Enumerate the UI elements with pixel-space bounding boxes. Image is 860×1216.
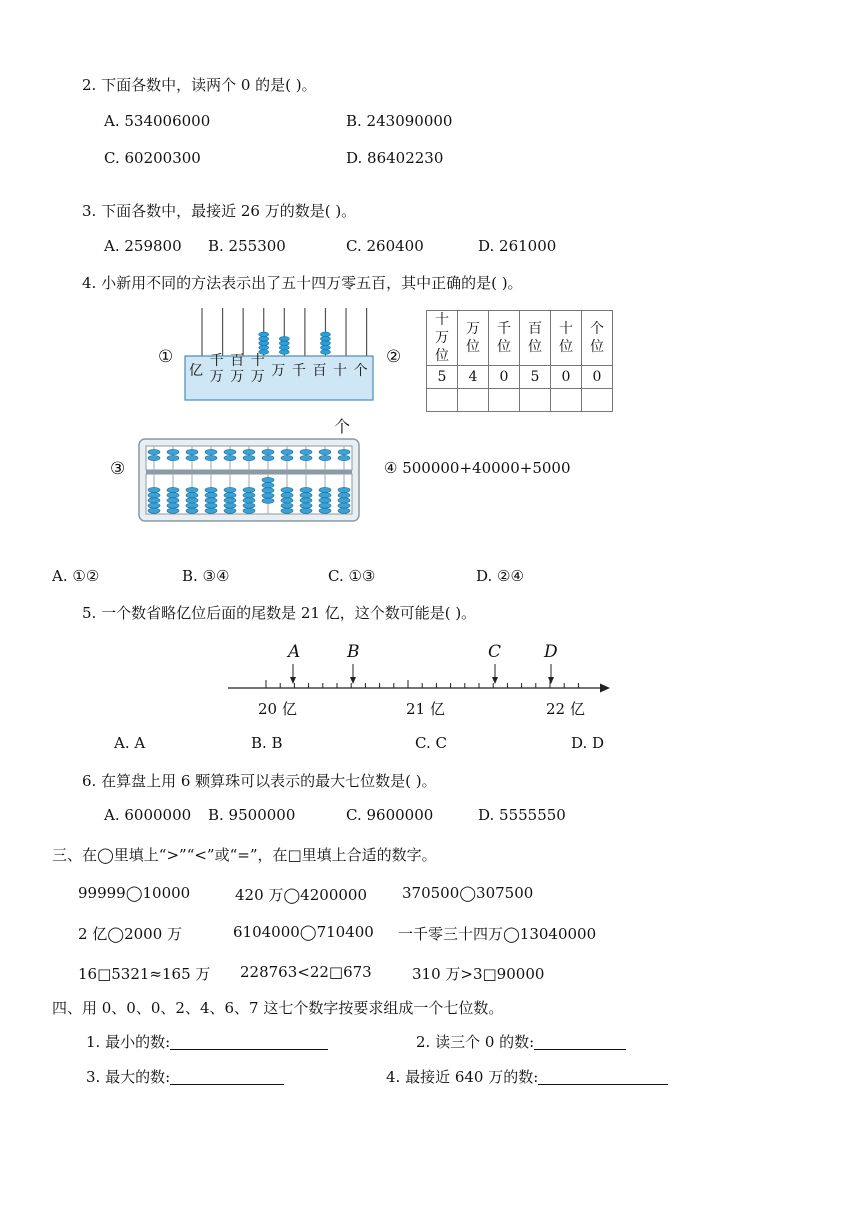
q4-option-b: B. ③④ xyxy=(182,567,230,585)
q2-option-b: B. 243090000 xyxy=(346,112,453,130)
suanpan-lower-bead xyxy=(281,508,293,513)
point-label-b: B xyxy=(347,642,360,662)
suanpan-lower-bead xyxy=(224,487,236,492)
frame-bead xyxy=(279,345,289,350)
arrowhead-d xyxy=(548,677,554,684)
suanpan-figure xyxy=(138,438,360,522)
suanpan-lower-bead xyxy=(338,498,350,503)
suanpan-lower-bead xyxy=(167,503,179,508)
suanpan-upper-bead xyxy=(148,449,160,454)
suanpan-lower-bead xyxy=(281,493,293,498)
compare-2-1: 2 亿◯2000 万 xyxy=(78,925,183,943)
q4-option-a: A. ①② xyxy=(52,567,100,585)
suanpan-lower-bead xyxy=(148,493,160,498)
q5-option-c: C. C xyxy=(415,734,447,752)
q5-stem: 5. 一个数省略亿位后面的尾数是 21 亿，这个数可能是( )。 xyxy=(82,604,477,622)
suanpan-upper-bead xyxy=(338,449,350,454)
suanpan-lower-bead xyxy=(243,498,255,503)
item-3 xyxy=(86,1066,284,1087)
suanpan-upper-bead xyxy=(281,449,293,454)
arrowhead-b xyxy=(350,677,356,684)
frame-bead xyxy=(320,345,330,350)
suanpan-lower-bead xyxy=(205,487,217,492)
q4-marker-4: ④ 500000+40000+5000 xyxy=(384,459,571,477)
suanpan-lower-bead xyxy=(224,498,236,503)
frame-bead xyxy=(320,350,330,355)
q4-marker-2: ② xyxy=(386,347,402,367)
frame-bead xyxy=(259,337,269,342)
compare-2-2: 6104000◯710400 xyxy=(233,923,374,941)
q4-option-c: C. ①③ xyxy=(328,567,376,585)
compare-1-1: 99999◯10000 xyxy=(78,884,191,902)
q2-option-c: C. 60200300 xyxy=(104,149,201,167)
frame-bead xyxy=(320,337,330,342)
suanpan-upper-bead xyxy=(338,455,350,460)
q3-option-d: D. 261000 xyxy=(478,237,557,255)
place-digit: 5 xyxy=(427,366,458,389)
q6-option-b: B. 9500000 xyxy=(208,806,296,824)
suanpan-upper-bead xyxy=(205,449,217,454)
frame-label: 千 万 xyxy=(209,353,224,385)
suanpan-lower-bead xyxy=(148,508,160,513)
suanpan-upper-bead xyxy=(186,449,198,454)
section-3-title: 三、在◯里填上“>”“<”或“=”，在□里填上合适的数字。 xyxy=(52,846,437,864)
compare-1-2: 420 万◯4200000 xyxy=(235,886,367,904)
suanpan-upper-bead xyxy=(224,449,236,454)
item-4 xyxy=(386,1066,668,1087)
place-digit: 4 xyxy=(458,366,489,389)
suanpan-lower-bead xyxy=(205,503,217,508)
suanpan-lower-bead xyxy=(319,503,331,508)
tick-label-21: 21 亿 xyxy=(406,700,445,718)
point-label-c: C xyxy=(488,642,502,662)
point-label-d: D xyxy=(544,642,558,662)
arrowhead-c xyxy=(492,677,498,684)
suanpan-upper-bead xyxy=(205,455,217,460)
suanpan-lower-bead xyxy=(319,487,331,492)
suanpan-lower-bead xyxy=(262,483,274,488)
suanpan-lower-bead xyxy=(319,493,331,498)
suanpan-upper-bead xyxy=(319,449,331,454)
suanpan-lower-bead xyxy=(262,498,274,503)
item-1 xyxy=(86,1031,328,1052)
q5-option-d: D. D xyxy=(571,734,605,752)
answer-blank-4[interactable] xyxy=(538,1070,668,1085)
suanpan-lower-bead xyxy=(243,508,255,513)
place-digit: 0 xyxy=(489,366,520,389)
frame-bead xyxy=(279,337,289,342)
suanpan-lower-bead xyxy=(186,508,198,513)
suanpan-upper-bead xyxy=(167,449,179,454)
suanpan-upper-bead xyxy=(167,455,179,460)
suanpan-lower-bead xyxy=(186,487,198,492)
place-digit: 0 xyxy=(582,366,613,389)
suanpan-lower-bead xyxy=(186,493,198,498)
q6-option-d: D. 5555550 xyxy=(478,806,566,824)
item-2-label: 2. 读三个 0 的数: xyxy=(416,1033,535,1051)
frame-label: 个 xyxy=(353,363,368,379)
suanpan-upper-bead xyxy=(300,449,312,454)
suanpan-lower-bead xyxy=(338,508,350,513)
item-1-label: 1. 最小的数: xyxy=(86,1033,171,1051)
suanpan-lower-bead xyxy=(338,503,350,508)
frame-bead xyxy=(259,332,269,337)
q2-option-d: D. 86402230 xyxy=(346,149,444,167)
place-digit: 0 xyxy=(551,366,582,389)
suanpan-lower-bead xyxy=(205,508,217,513)
suanpan-upper-bead xyxy=(300,455,312,460)
compare-1-3: 370500◯307500 xyxy=(402,884,534,902)
suanpan-lower-bead xyxy=(281,503,293,508)
suanpan-lower-bead xyxy=(148,487,160,492)
q3-option-c: C. 260400 xyxy=(346,237,424,255)
suanpan-lower-bead xyxy=(319,508,331,513)
q4-marker-1: ① xyxy=(158,347,174,367)
place-header: 十 位 xyxy=(551,311,582,366)
frame-bead xyxy=(259,341,269,346)
compare-2-3: 一千零三十四万◯13040000 xyxy=(398,925,597,943)
arrowhead-a xyxy=(290,677,296,684)
answer-blank-1[interactable] xyxy=(170,1035,328,1050)
frame-label: 千 xyxy=(291,363,306,379)
answer-blank-3[interactable] xyxy=(170,1070,284,1085)
frame-label: 百 万 xyxy=(230,353,245,385)
frame-bead xyxy=(259,345,269,350)
compare-3-3: 310 万>3□90000 xyxy=(412,965,545,983)
suanpan-upper-bead xyxy=(243,449,255,454)
suanpan-upper-bead xyxy=(224,455,236,460)
answer-blank-2[interactable] xyxy=(534,1035,626,1050)
suanpan-lower-bead xyxy=(167,493,179,498)
suanpan-lower-bead xyxy=(186,498,198,503)
suanpan-lower-bead xyxy=(300,487,312,492)
suanpan-lower-bead xyxy=(205,498,217,503)
suanpan-lower-bead xyxy=(243,503,255,508)
q2-option-a: A. 534006000 xyxy=(104,112,211,130)
suanpan-lower-bead xyxy=(300,508,312,513)
suanpan-upper-bead xyxy=(186,455,198,460)
suanpan-lower-bead xyxy=(243,493,255,498)
suanpan-lower-bead xyxy=(167,498,179,503)
suanpan-upper-bead xyxy=(148,455,160,460)
suanpan-lower-bead xyxy=(281,487,293,492)
suanpan-lower-bead xyxy=(224,493,236,498)
ge-label: 个 xyxy=(334,417,351,436)
suanpan-lower-bead xyxy=(186,503,198,508)
q3-option-a: A. 259800 xyxy=(104,237,182,255)
suanpan-lower-bead xyxy=(300,498,312,503)
q3-stem: 3. 下面各数中，最接近 26 万的数是( )。 xyxy=(82,202,357,220)
item-4-label: 4. 最接近 640 万的数: xyxy=(386,1068,539,1086)
q6-option-a: A. 6000000 xyxy=(104,806,192,824)
suanpan-upper-bead xyxy=(262,455,274,460)
place-value-table xyxy=(426,310,613,412)
suanpan-lower-bead xyxy=(167,508,179,513)
suanpan-lower-bead xyxy=(205,493,217,498)
suanpan-lower-bead xyxy=(338,487,350,492)
item-3-label: 3. 最大的数: xyxy=(86,1068,171,1086)
compare-3-2: 228763<22□673 xyxy=(240,963,372,981)
suanpan-lower-bead xyxy=(300,493,312,498)
q4-option-d: D. ②④ xyxy=(476,567,524,585)
suanpan-lower-bead xyxy=(224,508,236,513)
point-label-a: A xyxy=(288,642,301,662)
suanpan-lower-bead xyxy=(300,503,312,508)
suanpan-lower-bead xyxy=(167,487,179,492)
section-4-title: 四、用 0、0、0、2、4、6、7 这七个数字按要求组成一个七位数。 xyxy=(52,999,504,1017)
frame-label: 百 xyxy=(312,363,327,379)
counting-frame-labels xyxy=(185,353,373,397)
frame-bead xyxy=(279,350,289,355)
place-header: 万 位 xyxy=(458,311,489,366)
suanpan-lower-bead xyxy=(148,498,160,503)
frame-label: 万 xyxy=(271,363,286,379)
suanpan-lower-bead xyxy=(148,503,160,508)
frame-label: 十 xyxy=(333,363,348,379)
suanpan-lower-bead xyxy=(319,498,331,503)
item-2 xyxy=(416,1031,626,1052)
suanpan-lower-bead xyxy=(262,477,274,482)
suanpan-upper-bead xyxy=(319,455,331,460)
suanpan-lower-bead xyxy=(224,503,236,508)
frame-bead xyxy=(320,341,330,346)
tick-label-20: 20 亿 xyxy=(258,700,297,718)
suanpan-lower-bead xyxy=(338,493,350,498)
frame-label: 亿 xyxy=(189,363,203,379)
q4-marker-3: ③ xyxy=(110,459,126,479)
compare-3-1: 16□5321≈165 万 xyxy=(78,965,211,983)
suanpan-lower-bead xyxy=(243,487,255,492)
suanpan-lower-bead xyxy=(262,493,274,498)
frame-bead xyxy=(279,341,289,346)
frame-bead xyxy=(320,332,330,337)
q2-stem: 2. 下面各数中，读两个 0 的是( )。 xyxy=(82,76,317,94)
place-header: 十 万 位 xyxy=(427,311,458,366)
q6-option-c: C. 9600000 xyxy=(346,806,434,824)
q3-option-b: B. 255300 xyxy=(208,237,286,255)
place-header: 百 位 xyxy=(520,311,551,366)
place-header: 千 位 xyxy=(489,311,520,366)
q5-option-b: B. B xyxy=(251,734,283,752)
q4-stem: 4. 小新用不同的方法表示出了五十四万零五百，其中正确的是( )。 xyxy=(82,274,523,292)
suanpan-upper-bead xyxy=(243,455,255,460)
q5-option-a: A. A xyxy=(114,734,146,752)
tick-label-22: 22 亿 xyxy=(546,700,585,718)
q6-stem: 6. 在算盘上用 6 颗算珠可以表示的最大七位数是( )。 xyxy=(82,772,437,790)
suanpan-lower-bead xyxy=(281,498,293,503)
suanpan-lower-bead xyxy=(262,488,274,493)
place-header: 个 位 xyxy=(582,311,613,366)
suanpan-upper-bead xyxy=(281,455,293,460)
place-digit: 5 xyxy=(520,366,551,389)
suanpan-upper-bead xyxy=(262,449,274,454)
frame-label: 十 万 xyxy=(250,353,265,385)
